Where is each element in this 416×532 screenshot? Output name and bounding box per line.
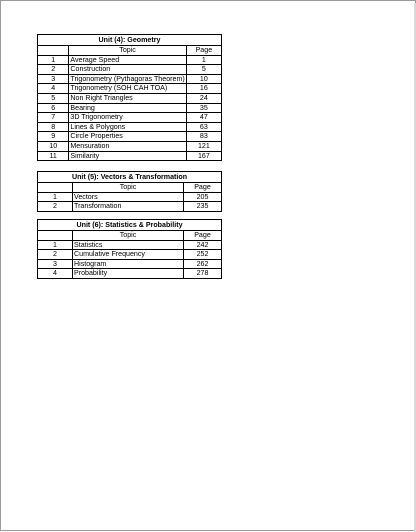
table-row bbox=[38, 65, 222, 75]
row-topic: Similarity bbox=[69, 151, 186, 161]
row-topic: Non Right Triangles bbox=[69, 93, 186, 103]
table-row bbox=[38, 74, 222, 84]
row-topic: Transformation bbox=[73, 202, 184, 212]
unit-title: Unit (6): Statistics & Probability bbox=[38, 220, 222, 231]
row-topic: 3D Trigonometry bbox=[69, 113, 186, 123]
unit-5-table bbox=[37, 171, 222, 212]
row-number: 5 bbox=[38, 93, 69, 103]
row-number: 1 bbox=[38, 55, 69, 65]
row-topic: Trigonometry (Pythagoras Theorem) bbox=[70, 74, 185, 83]
topic-header: Topic bbox=[69, 46, 186, 56]
row-page: 121 bbox=[186, 141, 221, 151]
unit-4-table bbox=[37, 34, 222, 161]
row-page: 262 bbox=[184, 259, 222, 269]
row-page: 252 bbox=[184, 250, 222, 260]
table-row bbox=[38, 151, 222, 161]
row-number: 2 bbox=[38, 202, 73, 212]
row-page: 167 bbox=[186, 151, 221, 161]
row-number: 7 bbox=[38, 113, 69, 123]
topic-header: Topic bbox=[73, 231, 184, 241]
table-row bbox=[38, 122, 222, 132]
table-row bbox=[38, 192, 222, 202]
row-page: 5 bbox=[186, 65, 221, 75]
number-header bbox=[38, 46, 69, 56]
row-page: 63 bbox=[186, 122, 221, 132]
table-row bbox=[38, 240, 222, 250]
row-number: 6 bbox=[38, 103, 69, 113]
table-row bbox=[38, 113, 222, 123]
row-page: 24 bbox=[186, 93, 221, 103]
row-topic: Trigonometry (SOH CAH TOA) bbox=[69, 84, 186, 94]
row-topic: Cumulative Frequency bbox=[73, 250, 184, 260]
table-row bbox=[38, 202, 222, 212]
table-row bbox=[38, 103, 222, 113]
row-page: 1 bbox=[186, 55, 221, 65]
topic-header: Topic bbox=[73, 183, 184, 193]
row-topic: Circle Properties bbox=[69, 132, 186, 142]
unit-6-table bbox=[37, 219, 222, 279]
row-topic: Vectors bbox=[73, 192, 184, 202]
row-topic: Statistics bbox=[73, 240, 184, 250]
unit-title: Unit (4): Geometry bbox=[38, 35, 222, 46]
row-number: 3 bbox=[38, 74, 69, 84]
row-topic: Bearing bbox=[69, 103, 186, 113]
row-number: 9 bbox=[38, 132, 69, 142]
row-number: 11 bbox=[38, 151, 69, 161]
row-number: 10 bbox=[38, 141, 69, 151]
table-row bbox=[38, 269, 222, 279]
number-header bbox=[38, 183, 73, 193]
row-number: 1 bbox=[38, 192, 73, 202]
row-page: 83 bbox=[186, 132, 221, 142]
table-row bbox=[38, 141, 222, 151]
unit-title: Unit (5): Vectors & Transformation bbox=[38, 172, 222, 183]
row-topic: Average Speed bbox=[69, 55, 186, 65]
row-number: 2 bbox=[38, 250, 73, 260]
table-row bbox=[38, 93, 222, 103]
row-number: 1 bbox=[38, 240, 73, 250]
table-row bbox=[38, 132, 222, 142]
row-topic: Mensuration bbox=[69, 141, 186, 151]
row-topic: Construction bbox=[69, 65, 186, 75]
row-page: 35 bbox=[186, 103, 221, 113]
row-number: 8 bbox=[38, 122, 69, 132]
row-page: 278 bbox=[184, 269, 222, 279]
row-number: 4 bbox=[38, 269, 73, 279]
table-row bbox=[38, 55, 222, 65]
page-header: Page bbox=[186, 46, 221, 56]
table-row bbox=[38, 84, 222, 94]
row-topic: Probability bbox=[73, 269, 184, 279]
row-page: 235 bbox=[184, 202, 222, 212]
table-row bbox=[38, 259, 222, 269]
row-number: 3 bbox=[38, 259, 73, 269]
row-page: 47 bbox=[186, 113, 221, 123]
row-page: 205 bbox=[184, 192, 222, 202]
number-header bbox=[38, 231, 73, 241]
row-page: 10 bbox=[186, 74, 221, 84]
row-number: 4 bbox=[38, 84, 69, 94]
table-row bbox=[38, 250, 222, 260]
row-topic: Lines & Polygons bbox=[69, 122, 186, 132]
row-number: 2 bbox=[38, 65, 69, 75]
row-topic: Histogram bbox=[73, 259, 184, 269]
row-page: 242 bbox=[184, 240, 222, 250]
page-header: Page bbox=[184, 231, 222, 241]
page-header: Page bbox=[184, 183, 222, 193]
row-page: 16 bbox=[186, 84, 221, 94]
